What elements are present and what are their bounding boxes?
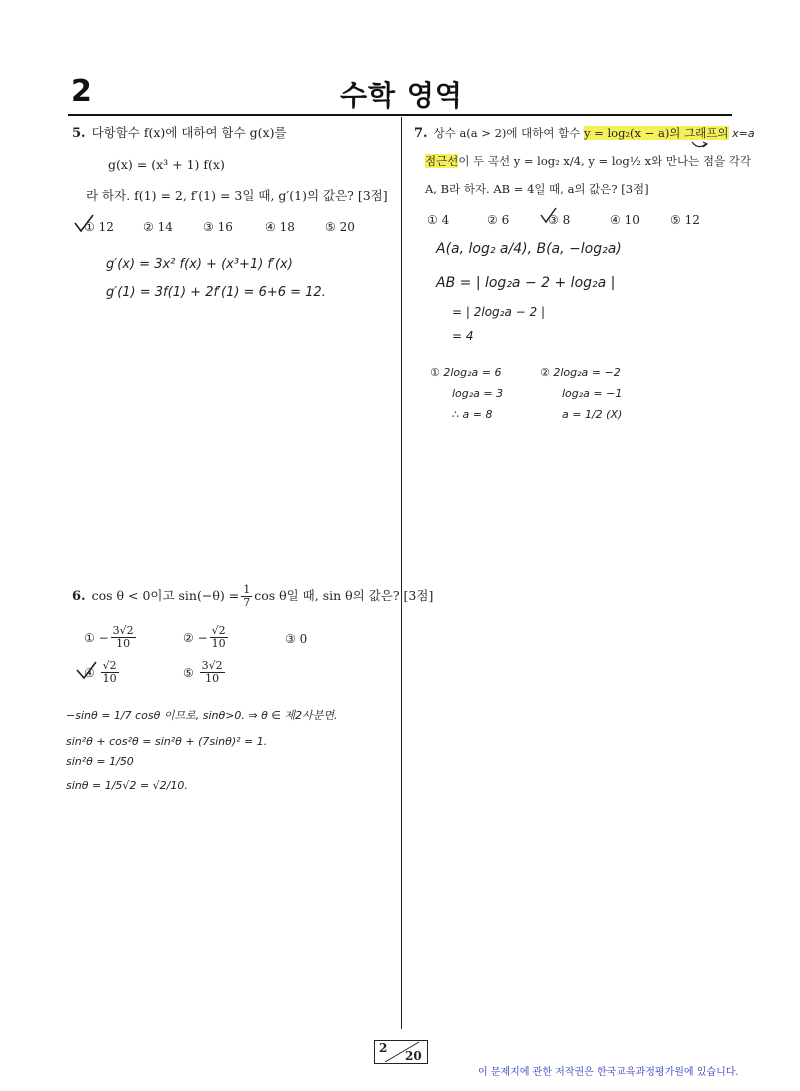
q6-choice-4-num: √2 bbox=[102, 659, 117, 672]
q7-line1-highlight: y = log₂(x − a)의 그래프의 bbox=[584, 126, 729, 140]
q7-number: 7. bbox=[414, 126, 428, 141]
q6-choice-5-num: 3√2 bbox=[201, 659, 223, 672]
q7-choice-2[interactable]: ② 6 bbox=[487, 213, 510, 227]
q7-line-1 bbox=[414, 127, 755, 140]
q6-choice-3-value: 0 bbox=[299, 632, 308, 646]
q6-frac-num: 1 bbox=[243, 583, 251, 596]
page-counter-current: 2 bbox=[379, 1041, 388, 1055]
q6-stem-after: cos θ일 때, sin θ의 값은? [3점] bbox=[254, 588, 434, 604]
q7-line1-a: 상수 a(a > 2)에 대하여 함수 bbox=[433, 126, 581, 140]
q7-line2-rest: 이 두 곡선 y = log₂ x/4, y = log½ x와 만나는 점을 각각 bbox=[458, 154, 751, 168]
q6-choice-5-frac bbox=[200, 660, 225, 685]
q6-choice-2-frac bbox=[210, 625, 228, 650]
q5-choice-1[interactable]: ① 12 bbox=[84, 220, 114, 234]
page-counter-total: 20 bbox=[405, 1049, 422, 1063]
q6-handwriting-line-3: sin²θ = 1/50 bbox=[66, 755, 134, 768]
q7-handwriting-line-2: AB = | log₂a − 2 + log₂a | bbox=[436, 275, 616, 291]
q6-choice-2-num: √2 bbox=[211, 624, 226, 637]
q5-choice-2[interactable]: ② 14 bbox=[143, 220, 173, 234]
q5-choice-5[interactable]: ⑤ 20 bbox=[325, 220, 355, 234]
q6-choice-4-frac bbox=[101, 660, 119, 685]
q7-checkmark-icon bbox=[540, 207, 558, 225]
q6-stem bbox=[72, 584, 433, 609]
q6-choice-3-mark: ③ bbox=[285, 632, 296, 646]
q5-number: 5. bbox=[72, 126, 86, 141]
q5-checkmark-icon bbox=[74, 214, 94, 234]
q7-handwriting-case2-line-1: ② 2log₂a = −2 bbox=[540, 366, 621, 379]
q6-choice-2[interactable] bbox=[183, 625, 230, 650]
q7-annotation-arrow-icon bbox=[690, 140, 710, 152]
copyright-notice: 이 문제지에 관한 저작권은 한국교육과정평가원에 있습니다. bbox=[478, 1067, 739, 1078]
q6-choice-1-mark: ① bbox=[84, 630, 95, 645]
q5-handwriting-line-2: g′(1) = 3f(1) + 2f′(1) = 6+6 = 12. bbox=[106, 285, 326, 300]
q7-line-2 bbox=[425, 156, 751, 168]
q6-stem-before: cos θ < 0이고 sin(−θ) = bbox=[91, 588, 240, 604]
q6-choice-2-den: 10 bbox=[211, 637, 226, 651]
q5-equation: g(x) = (x³ + 1) f(x) bbox=[108, 157, 225, 172]
q7-handwriting-line-3: = | 2log₂a − 2 | bbox=[452, 305, 545, 319]
q7-line-3: A, B라 하자. AB = 4일 때, a의 값은? [3점] bbox=[425, 182, 649, 196]
q6-choice-2-sign: − bbox=[197, 630, 208, 645]
q6-choice-1-sign: − bbox=[98, 630, 109, 645]
q6-handwriting-line-2: sin²θ + cos²θ = sin²θ + (7sinθ)² = 1. bbox=[66, 735, 268, 748]
page-number: 2 bbox=[71, 74, 92, 109]
q5-stem bbox=[72, 127, 287, 140]
q6-choice-3[interactable] bbox=[285, 632, 307, 646]
q7-handwriting-case1-line-1: ① 2log₂a = 6 bbox=[430, 366, 502, 379]
q6-handwriting-line-4: sinθ = 1/5√2 = √2/10. bbox=[66, 779, 188, 792]
q7-choice-1[interactable]: ① 4 bbox=[427, 213, 450, 227]
q7-handwriting-case1-line-2: log₂a = 3 bbox=[452, 387, 504, 400]
q5-handwriting-line-1: g′(x) = 3x² f(x) + (x³+1) f′(x) bbox=[106, 257, 293, 272]
q6-choice-5-mark: ⑤ bbox=[183, 665, 194, 680]
q6-stem-fraction bbox=[241, 584, 252, 609]
q7-handwriting-case1-line-3: ∴ a = 8 bbox=[452, 408, 493, 421]
q6-choice-1-num: 3√2 bbox=[112, 624, 134, 637]
q7-handwriting-line-4: = 4 bbox=[452, 329, 474, 343]
q5-choice-4[interactable]: ④ 18 bbox=[265, 220, 295, 234]
q6-choice-1-frac bbox=[111, 625, 136, 650]
q7-handwriting-case2-line-3: a = 1/2 (X) bbox=[562, 408, 623, 421]
header-rule bbox=[68, 114, 732, 116]
q7-choice-5[interactable]: ⑤ 12 bbox=[670, 213, 700, 227]
q6-number: 6. bbox=[72, 589, 86, 605]
q6-choice-4-mark: ④ bbox=[84, 665, 95, 680]
column-divider bbox=[401, 117, 402, 1029]
q7-handwriting-case2-line-2: log₂a = −1 bbox=[562, 387, 623, 400]
q6-choice-1[interactable] bbox=[84, 625, 138, 650]
q7-handwriting-line-1: A(a, log₂ a/4), B(a, −log₂a) bbox=[436, 241, 622, 257]
q5-stem-text: 다항함수 f(x)에 대하여 함수 g(x)를 bbox=[91, 125, 287, 140]
q6-choice-4-den: 10 bbox=[102, 672, 117, 686]
q6-handwriting-line-1: −sinθ = 1/7 cosθ 이므로, sinθ>0. ⇒ θ ∈ 제2사분면. bbox=[66, 709, 338, 722]
q6-checkmark-icon bbox=[76, 660, 98, 682]
q6-choice-2-mark: ② bbox=[183, 630, 194, 645]
q7-line2-highlight: 점근선 bbox=[425, 154, 459, 168]
q6-frac-den: 7 bbox=[243, 596, 251, 610]
q6-choice-1-den: 10 bbox=[116, 637, 131, 651]
q5-condition: 라 하자. f(1) = 2, f′(1) = 3일 때, g′(1)의 값은? [3점] bbox=[86, 188, 388, 203]
q5-choice-3[interactable]: ③ 16 bbox=[203, 220, 233, 234]
page-title: 수학 영역 bbox=[340, 79, 463, 112]
q6-choice-5[interactable] bbox=[183, 660, 227, 685]
q7-choice-3[interactable]: ③ 8 bbox=[548, 213, 571, 227]
q6-choice-5-den: 10 bbox=[205, 672, 220, 686]
q7-line1-note: x=a bbox=[732, 127, 755, 140]
q7-choice-4[interactable]: ④ 10 bbox=[610, 213, 640, 227]
